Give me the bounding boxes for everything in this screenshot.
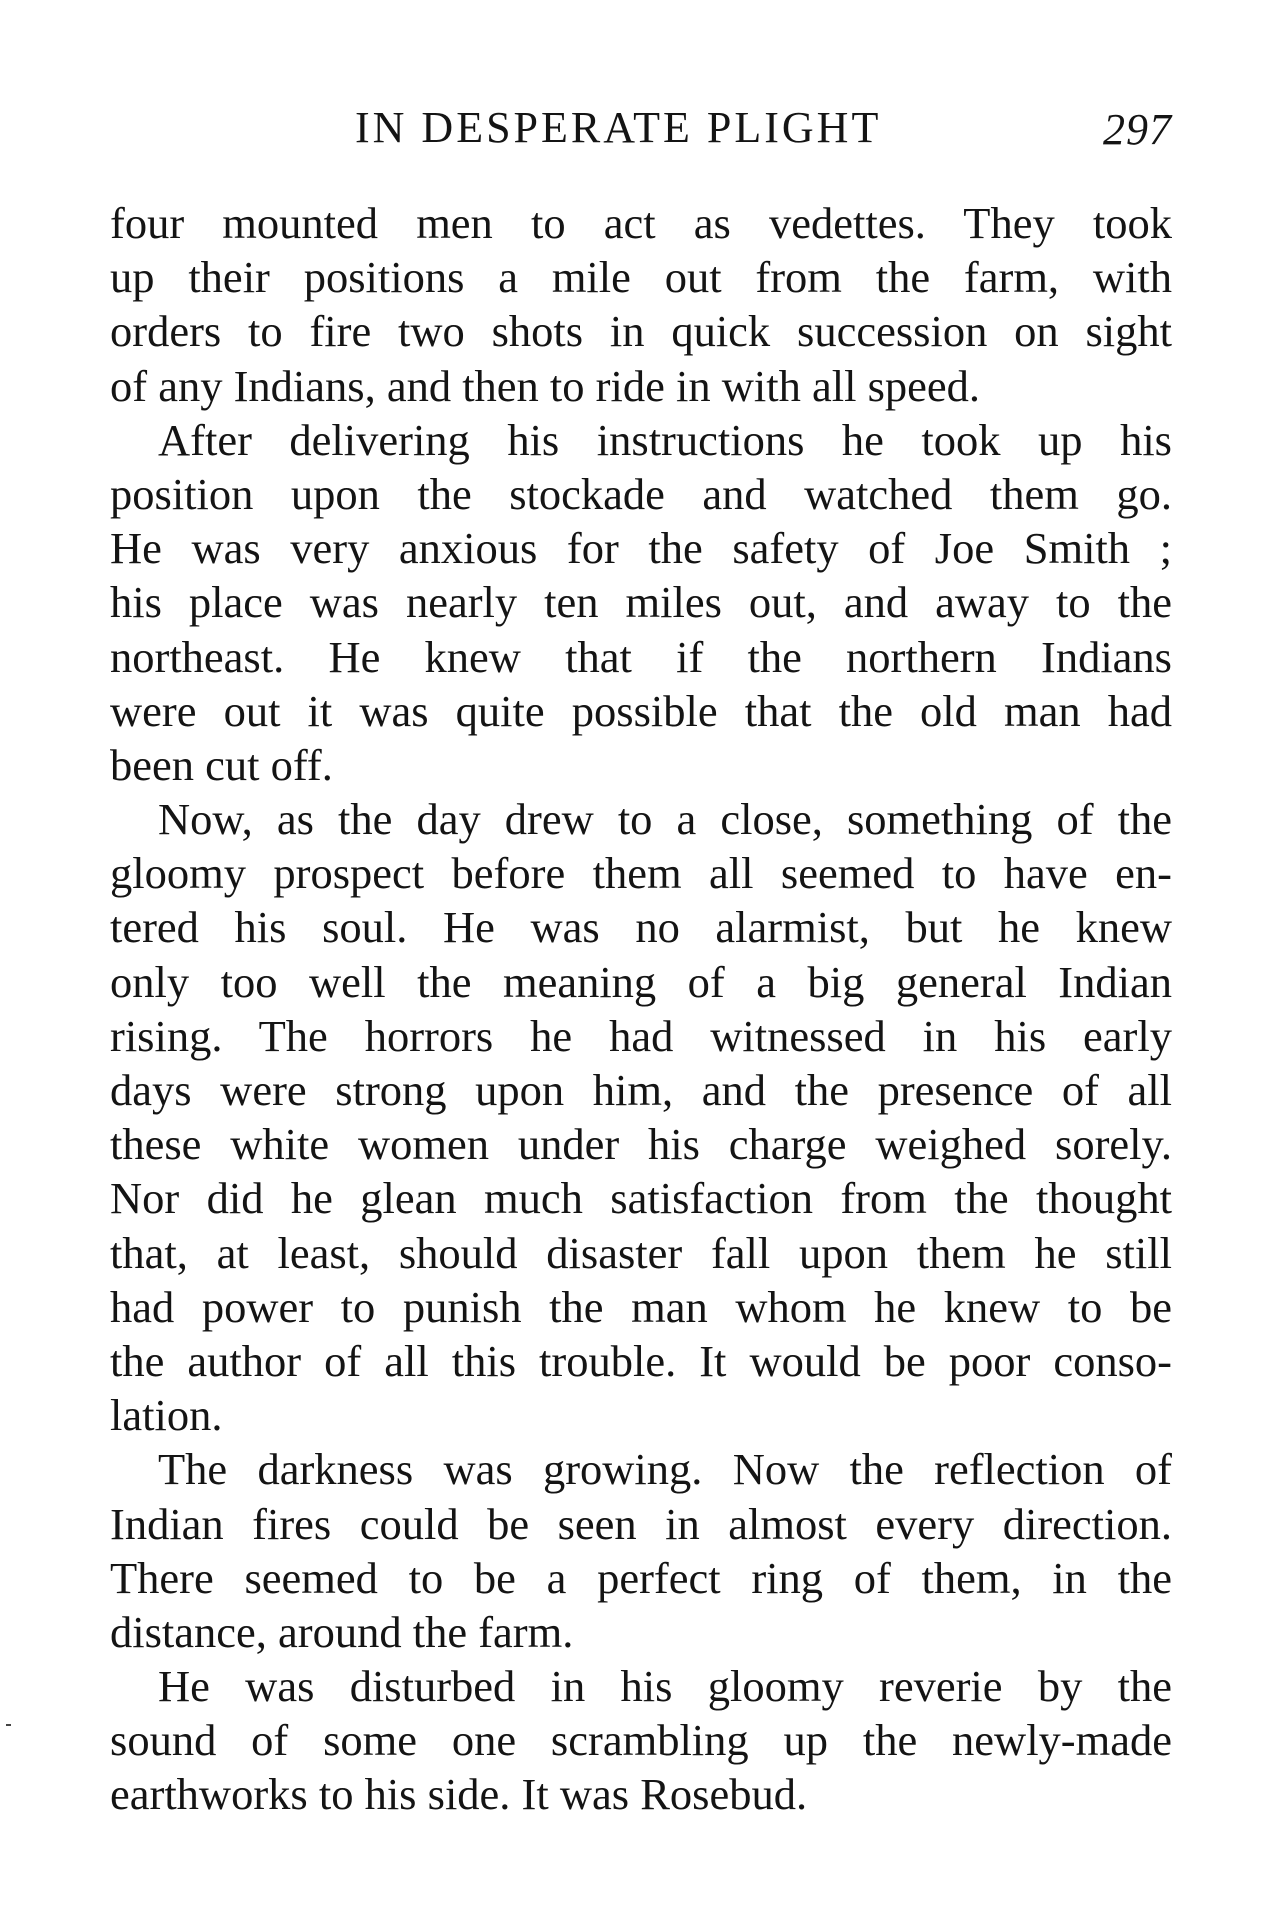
paragraph-first-line: After delivering his instructions he took up his	[158, 414, 1172, 465]
text-line: been cut off.	[110, 739, 333, 790]
text-line: of any Indians, and then to ride in with all speed.	[110, 360, 981, 411]
running-title: IN DESPERATE PLIGHT	[355, 103, 882, 152]
paragraph-first-line: The darkness was growing. Now the reflection of	[158, 1444, 1172, 1495]
text-line: only too well the meaning of a big general Indian	[110, 956, 1172, 1007]
text-line: tered his soul. He was no alarmist, but he knew	[110, 902, 1172, 953]
text-line: sound of some one scrambling up the newly-made	[110, 1715, 1172, 1766]
text-line: earthworks to his side. It was Rosebud.	[110, 1769, 808, 1820]
text-line: days were strong upon him, and the presence of all	[110, 1065, 1172, 1115]
text-line: There seemed to be a perfect ring of them, in the	[110, 1552, 1172, 1603]
text-line: these white women under his charge weighed sorely.	[110, 1119, 1172, 1170]
running-head	[110, 100, 1172, 156]
text-line: the author of all this trouble. It would be poor conso-	[110, 1335, 1172, 1386]
margin-mark	[6, 1724, 11, 1726]
text-line: gloomy prospect before them all seemed to have en-	[110, 848, 1172, 899]
paragraph-first-line: Now, as the day drew to a close, something of the	[158, 794, 1172, 845]
text-line: four mounted men to act as vedettes. They took	[110, 198, 1172, 248]
text-line: lation.	[110, 1390, 223, 1441]
text-line: rising. The horrors he had witnessed in his early	[110, 1010, 1172, 1061]
text-line: up their positions a mile out from the farm, with	[110, 252, 1172, 303]
text-line: orders to fire two shots in quick succession on sight	[110, 306, 1172, 357]
text-line: had power to punish the man whom he knew to be	[110, 1281, 1172, 1332]
text-line: distance, around the farm.	[110, 1606, 574, 1657]
text-line: Indian fires could be seen in almost every direction.	[110, 1498, 1172, 1549]
text-line: were out it was quite possible that the old man had	[110, 685, 1172, 736]
text-line: his place was nearly ten miles out, and away to the	[110, 577, 1172, 628]
text-line: He was very anxious for the safety of Joe Smith ;	[110, 523, 1172, 574]
body-text	[110, 196, 1172, 1822]
paragraph-first-line: He was disturbed in his gloomy reverie by the	[158, 1661, 1172, 1712]
page-number: 297	[1103, 105, 1172, 154]
text-line: that, at least, should disaster fall upon them he still	[110, 1227, 1172, 1278]
text-line: position upon the stockade and watched them go.	[110, 468, 1172, 519]
text-line: northeast. He knew that if the northern Indians	[110, 631, 1172, 682]
text-line: Nor did he glean much satisfaction from the thought	[110, 1173, 1172, 1224]
